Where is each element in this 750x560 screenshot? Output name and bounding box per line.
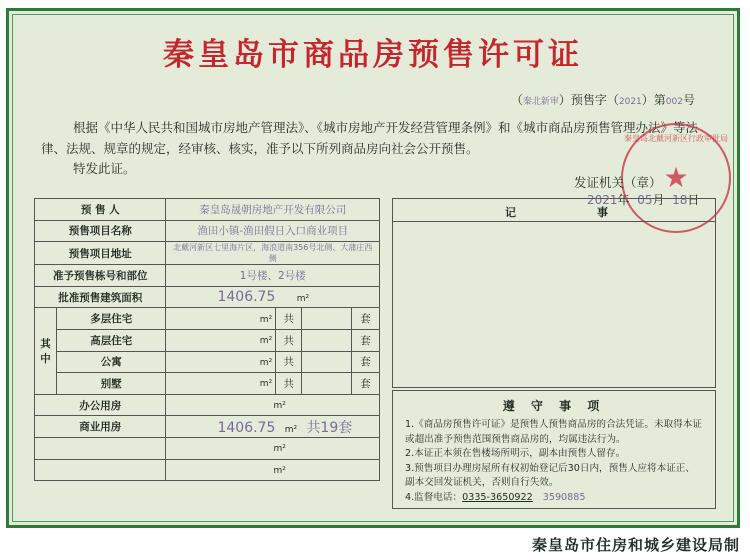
row-area bbox=[166, 329, 276, 351]
row-gong: 共 bbox=[276, 329, 302, 351]
row-area bbox=[166, 459, 380, 481]
row-area-unit: m² bbox=[259, 336, 273, 347]
approval-text: 特发此证。 bbox=[73, 161, 136, 176]
row-area-value: 1406.75 bbox=[217, 419, 276, 436]
row-count: 共19套 bbox=[306, 419, 353, 436]
notes-label-left: 记 bbox=[505, 206, 516, 219]
row-tao: 套 bbox=[352, 308, 380, 330]
supervision-phone-extra: 3590885 bbox=[542, 491, 586, 503]
rule-item: 3.预售项目办理房屋所有权初始登记后30日内，预售人应将本证正、副本交回发证机关，否则自行失效。 bbox=[405, 462, 695, 488]
presale-info-table bbox=[34, 198, 380, 481]
row-area-unit: m² bbox=[259, 379, 273, 390]
issue-day-unit: 日 bbox=[687, 193, 700, 207]
rule-item: 2.本证正本须在售楼场所明示，副本由预售人留存。 bbox=[405, 448, 626, 459]
row-area bbox=[166, 437, 380, 459]
row-tao: 套 bbox=[352, 329, 380, 351]
table-row bbox=[35, 199, 380, 221]
table-row bbox=[35, 437, 380, 459]
table-row bbox=[35, 329, 380, 351]
supervision-phone: 0335-3650922 bbox=[462, 491, 533, 503]
issue-year-unit: 年 bbox=[617, 193, 630, 207]
row-area-unit: m² bbox=[273, 444, 286, 455]
row-label: 高层住宅 bbox=[56, 329, 166, 351]
area-value: 1406.75 bbox=[217, 289, 276, 306]
number-serial: 002 bbox=[665, 97, 683, 107]
address-label: 预售项目地址 bbox=[35, 242, 166, 265]
seal-star-icon: ★ bbox=[663, 161, 689, 194]
rule-item-text: 4.监督电话： bbox=[405, 491, 463, 503]
row-count bbox=[302, 308, 352, 330]
row-label: 商业用房 bbox=[35, 416, 166, 438]
seller-value: 秦皇岛晟朝房地产开发有限公司 bbox=[166, 199, 380, 221]
row-label: 别墅 bbox=[56, 373, 166, 395]
table-row bbox=[35, 308, 380, 330]
rule-item: 1.《商品房预售许可证》是预售人预售商品房的合法凭证。未取得本证或超出准予预售范围预售商品房的，均属违法行为。 bbox=[405, 419, 702, 445]
row-area-unit: m² bbox=[273, 401, 286, 412]
number-mid: ）第 bbox=[641, 93, 666, 107]
row-area bbox=[166, 416, 380, 438]
rules-list bbox=[405, 418, 703, 505]
number-open-paren: （ bbox=[510, 93, 523, 107]
address-value: 北戴河新区七里海片区，海浪道南356号北侧、大蒲庄西侧 bbox=[166, 242, 380, 265]
table-row bbox=[35, 351, 380, 373]
among-label: 其中 bbox=[35, 308, 57, 394]
notes-label-right: 事 bbox=[597, 206, 608, 219]
certificate-title: 秦皇岛市商品房预售许可证 bbox=[163, 37, 583, 73]
area-label: 批准预售建筑面积 bbox=[35, 286, 166, 308]
row-area bbox=[166, 373, 276, 395]
row-count bbox=[302, 373, 352, 395]
certificate-number bbox=[511, 91, 695, 108]
row-area bbox=[166, 308, 276, 330]
table-row bbox=[35, 416, 380, 438]
table-row bbox=[35, 286, 380, 308]
buildings-label: 准予预售栋号和部位 bbox=[35, 265, 166, 287]
table-row bbox=[35, 394, 380, 416]
notes-header bbox=[393, 199, 715, 222]
row-tao: 套 bbox=[352, 351, 380, 373]
rule-item bbox=[405, 491, 703, 506]
issue-day: 18 bbox=[672, 193, 688, 207]
intro-text: 根据《中华人民共和国城市房地产管理法》、《城市房地产开发经营管理条例》和《城市商品房预售管理办法》等法律、法规、规章的规定，经审核、核实，准予以下所列商品房向社会公开预售。 bbox=[41, 120, 699, 156]
issue-month-unit: 月 bbox=[652, 193, 665, 207]
issuer-label: 发证机关（章） bbox=[574, 175, 662, 190]
area-cell bbox=[166, 286, 380, 308]
rules-box bbox=[392, 390, 716, 509]
project-label: 预售项目名称 bbox=[35, 220, 166, 242]
table-row bbox=[35, 220, 380, 242]
number-year: 2021 bbox=[618, 97, 642, 107]
table-row bbox=[35, 373, 380, 395]
area-unit: m² bbox=[296, 294, 310, 305]
row-area bbox=[166, 394, 380, 416]
table-row bbox=[35, 459, 380, 481]
row-area bbox=[166, 351, 276, 373]
table-row bbox=[35, 242, 380, 265]
row-gong: 共 bbox=[276, 373, 302, 395]
table-row bbox=[35, 265, 380, 287]
buildings-value: 1号楼、2号楼 bbox=[166, 265, 380, 287]
row-count bbox=[302, 351, 352, 373]
row-label: 办公用房 bbox=[35, 394, 166, 416]
row-area-unit: m² bbox=[259, 314, 273, 325]
row-label: 公寓 bbox=[56, 351, 166, 373]
row-count bbox=[302, 329, 352, 351]
row-label: 多层住宅 bbox=[56, 308, 166, 330]
project-value: 渔田小镇-渔田假日入口商业项目 bbox=[166, 220, 380, 242]
row-gong: 共 bbox=[276, 308, 302, 330]
notes-box bbox=[392, 198, 716, 388]
number-suffix: 号 bbox=[682, 93, 695, 107]
row-label bbox=[35, 437, 166, 459]
issue-year: 2021 bbox=[587, 193, 618, 207]
number-prefix-fill: 秦北新审 bbox=[522, 97, 559, 107]
row-tao: 套 bbox=[352, 373, 380, 395]
row-gong: 共 bbox=[276, 351, 302, 373]
row-area-unit: m² bbox=[273, 465, 286, 476]
issue-month: 05 bbox=[637, 193, 653, 207]
seller-label: 预 售 人 bbox=[35, 199, 166, 221]
row-area-unit: m² bbox=[284, 424, 298, 435]
row-label bbox=[35, 459, 166, 481]
row-area-unit: m² bbox=[259, 357, 273, 368]
issuing-authority: 秦皇岛市住房和城乡建设局制 bbox=[531, 536, 740, 554]
number-prefix: ）预售字（ bbox=[558, 93, 619, 107]
seal-text: 秦皇岛北戴河新区行政审批局 bbox=[624, 134, 728, 143]
rules-title: 遵 守 事 项 bbox=[502, 399, 606, 413]
